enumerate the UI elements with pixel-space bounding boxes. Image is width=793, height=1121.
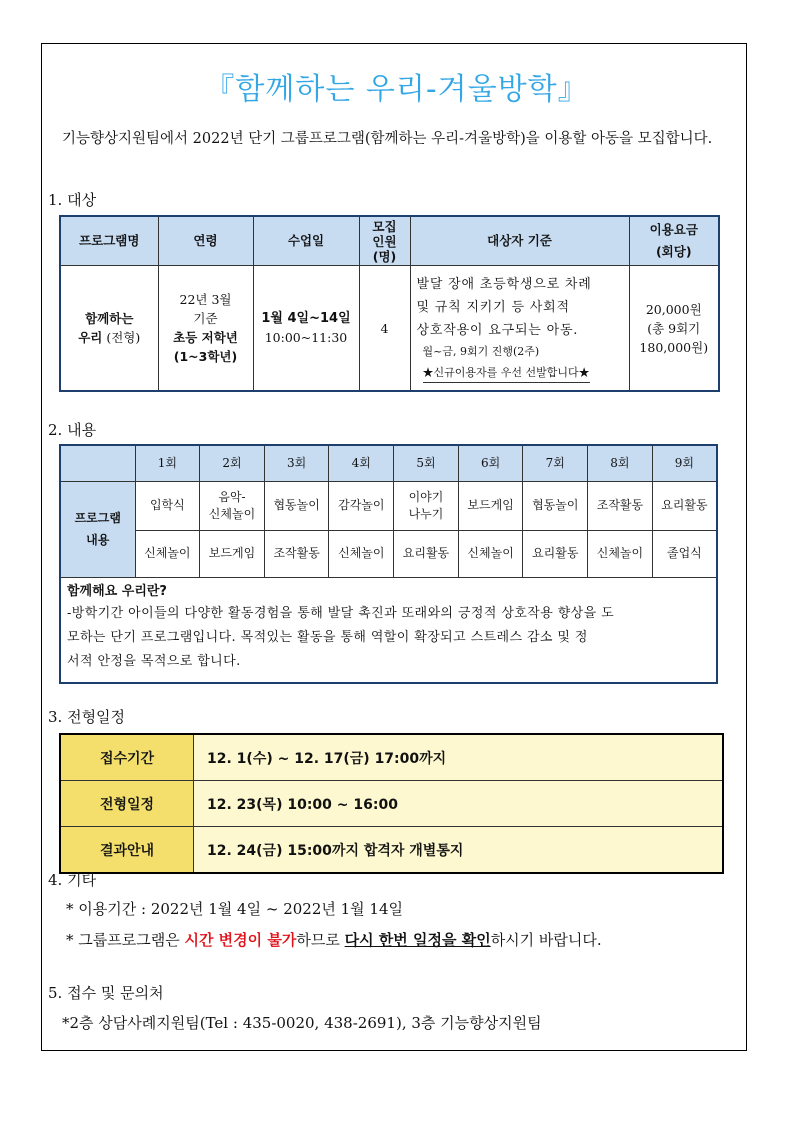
schedule-row (60, 734, 723, 781)
activity-cell (200, 481, 265, 530)
schedule-value: 12. 23(목) 10:00 ~ 16:00 (194, 781, 724, 827)
usage-period: * 이용기간 : 2022년 1월 4일 ~ 2022년 1월 14일 (66, 900, 404, 918)
activity-line: 이야기 (408, 489, 444, 504)
activity-cell (394, 481, 459, 530)
criteria-line: 발달 장애 초등학생으로 차례 (416, 277, 592, 292)
cell-criteria (410, 266, 629, 392)
program-description (60, 577, 717, 683)
target-table-header (60, 216, 719, 266)
age-line: 기준 (193, 311, 218, 326)
schedule-notice (66, 929, 602, 950)
class-time: 10:00~11:30 (264, 330, 348, 345)
cell-program (60, 266, 158, 392)
header-fee (629, 216, 719, 266)
criteria-priority-note: ★신규이용자를 우선 선발합니다★ (423, 364, 590, 383)
activity-cell: 신체놀이 (135, 530, 200, 577)
notice-suffix: 하시기 바랍니다. (490, 931, 602, 949)
intro-paragraph (50, 127, 740, 152)
program-name-line1: 함께하는 (85, 311, 134, 326)
age-grade-range: (1~3학년) (173, 349, 238, 364)
section-heading-contact: 5. 접수 및 문의처 (48, 984, 164, 1002)
session-header: 6회 (458, 445, 523, 481)
criteria-line: 상호작용이 요구되는 아동. (416, 323, 579, 338)
header-class-day: 수업일 (253, 216, 359, 266)
activity-line: 신체놀이 (208, 506, 256, 521)
description-row (60, 577, 717, 683)
activity-cell: 요리활동 (523, 530, 588, 577)
activity-cell: 요리활동 (652, 481, 717, 530)
activity-cell: 보드게임 (200, 530, 265, 577)
row-label-line: 프로그램 (74, 511, 121, 525)
session-header: 7회 (523, 445, 588, 481)
activity-cell: 협동놀이 (523, 481, 588, 530)
schedule-label: 접수기간 (60, 734, 194, 781)
cell-class-day (253, 266, 359, 392)
section-heading-content: 2. 내용 (48, 421, 97, 439)
notice-prefix: * 그룹프로그램은 (66, 931, 185, 949)
session-header: 5회 (394, 445, 459, 481)
notice-red-emphasis: 시간 변경이 불가 (184, 931, 297, 949)
content-table (59, 444, 718, 684)
description-line: 서적 안정을 목적으로 합니다. (67, 653, 241, 669)
session-header: 8회 (588, 445, 653, 481)
program-type: (전형) (102, 330, 141, 345)
header-capacity (359, 216, 410, 266)
header-capacity-line: 인원 (372, 233, 397, 249)
contact-info: *2층 상담사례지원팀(Tel : 435-0020, 438-2691), 3층 기능향상지원팀 (62, 1014, 542, 1032)
activity-cell: 요리활동 (394, 530, 459, 577)
activity-row-2 (60, 530, 717, 577)
fee-line: (총 9회기 (647, 320, 701, 336)
activity-cell: 신체놀이 (588, 530, 653, 577)
session-header: 3회 (264, 445, 329, 481)
fee-line: 180,000원) (639, 339, 709, 355)
schedule-table (59, 733, 724, 874)
section-heading-target: 1. 대상 (48, 191, 97, 209)
activity-row-1 (60, 481, 717, 530)
header-criteria: 대상자 기준 (410, 216, 629, 266)
notice-middle: 하므로 (296, 931, 345, 949)
session-header: 1회 (135, 445, 200, 481)
target-table (59, 215, 720, 392)
schedule-value: 12. 24(금) 15:00까지 합격자 개별통지 (194, 827, 724, 874)
section-heading-etc: 4. 기타 (48, 871, 97, 889)
description-line: -방학기간 아이들의 다양한 활동경험을 통해 발달 촉진과 또래와의 긍정적 상호작용 향상을 도 (67, 605, 615, 621)
session-header-row (60, 445, 717, 481)
row-label (60, 481, 135, 577)
description-heading: 함께해요 우리란? (67, 583, 167, 599)
corner-cell (60, 445, 135, 481)
header-fee-line: (회당) (655, 244, 692, 259)
activity-line: 나누기 (408, 506, 444, 521)
activity-cell: 조작활동 (588, 481, 653, 530)
schedule-label: 전형일정 (60, 781, 194, 827)
activity-cell: 신체놀이 (329, 530, 394, 577)
fee-line: 20,000원 (645, 301, 702, 317)
schedule-row (60, 827, 723, 874)
intro-text: 기능향상지원팀에서 2022년 단기 그룹프로그램(함께하는 우리-겨울방학)을 이용할 아동을 모집합니다. (62, 131, 713, 147)
header-fee-line: 이용요금 (649, 222, 698, 237)
header-capacity-line: 모집 (372, 218, 397, 234)
activity-cell: 협동놀이 (264, 481, 329, 530)
age-grade: 초등 저학년 (173, 330, 238, 345)
page-title: 『함께하는 우리-겨울방학』 (204, 72, 589, 107)
activity-cell: 졸업식 (652, 530, 717, 577)
criteria-schedule: 월~금, 9회기 진행(2주) (422, 345, 540, 358)
program-name-line2 (64, 328, 155, 347)
activity-line: 음악- (218, 489, 246, 504)
activity-cell: 보드게임 (458, 481, 523, 530)
session-header: 9회 (652, 445, 717, 481)
session-header: 2회 (200, 445, 265, 481)
activity-cell: 감각놀이 (329, 481, 394, 530)
header-program: 프로그램명 (60, 216, 158, 266)
target-table-row (60, 266, 719, 392)
activity-cell: 조작활동 (264, 530, 329, 577)
header-age: 연령 (158, 216, 253, 266)
notice-underlined: 다시 한번 일정을 확인 (344, 931, 491, 949)
schedule-value: 12. 1(수) ~ 12. 17(금) 17:00까지 (194, 734, 724, 781)
criteria-line: 및 규칙 지키기 등 사회적 (416, 300, 570, 315)
section-heading-schedule: 3. 전형일정 (48, 708, 126, 726)
program-name-bold: 우리 (78, 330, 103, 345)
schedule-label: 결과안내 (60, 827, 194, 874)
activity-cell: 신체놀이 (458, 530, 523, 577)
age-line: 22년 3월 (179, 292, 232, 307)
session-header: 4회 (329, 445, 394, 481)
schedule-row (60, 781, 723, 827)
row-label-line: 내용 (86, 533, 110, 547)
activity-cell: 입학식 (135, 481, 200, 530)
class-dates: 1월 4일~14일 (261, 311, 351, 326)
cell-fee (629, 266, 719, 392)
header-capacity-line: (명) (372, 248, 397, 264)
description-line: 모하는 단기 프로그램입니다. 목적있는 활동을 통해 역할이 확장되고 스트레스 감소 및 정 (67, 629, 588, 645)
cell-age (158, 266, 253, 392)
cell-capacity: 4 (359, 266, 410, 392)
